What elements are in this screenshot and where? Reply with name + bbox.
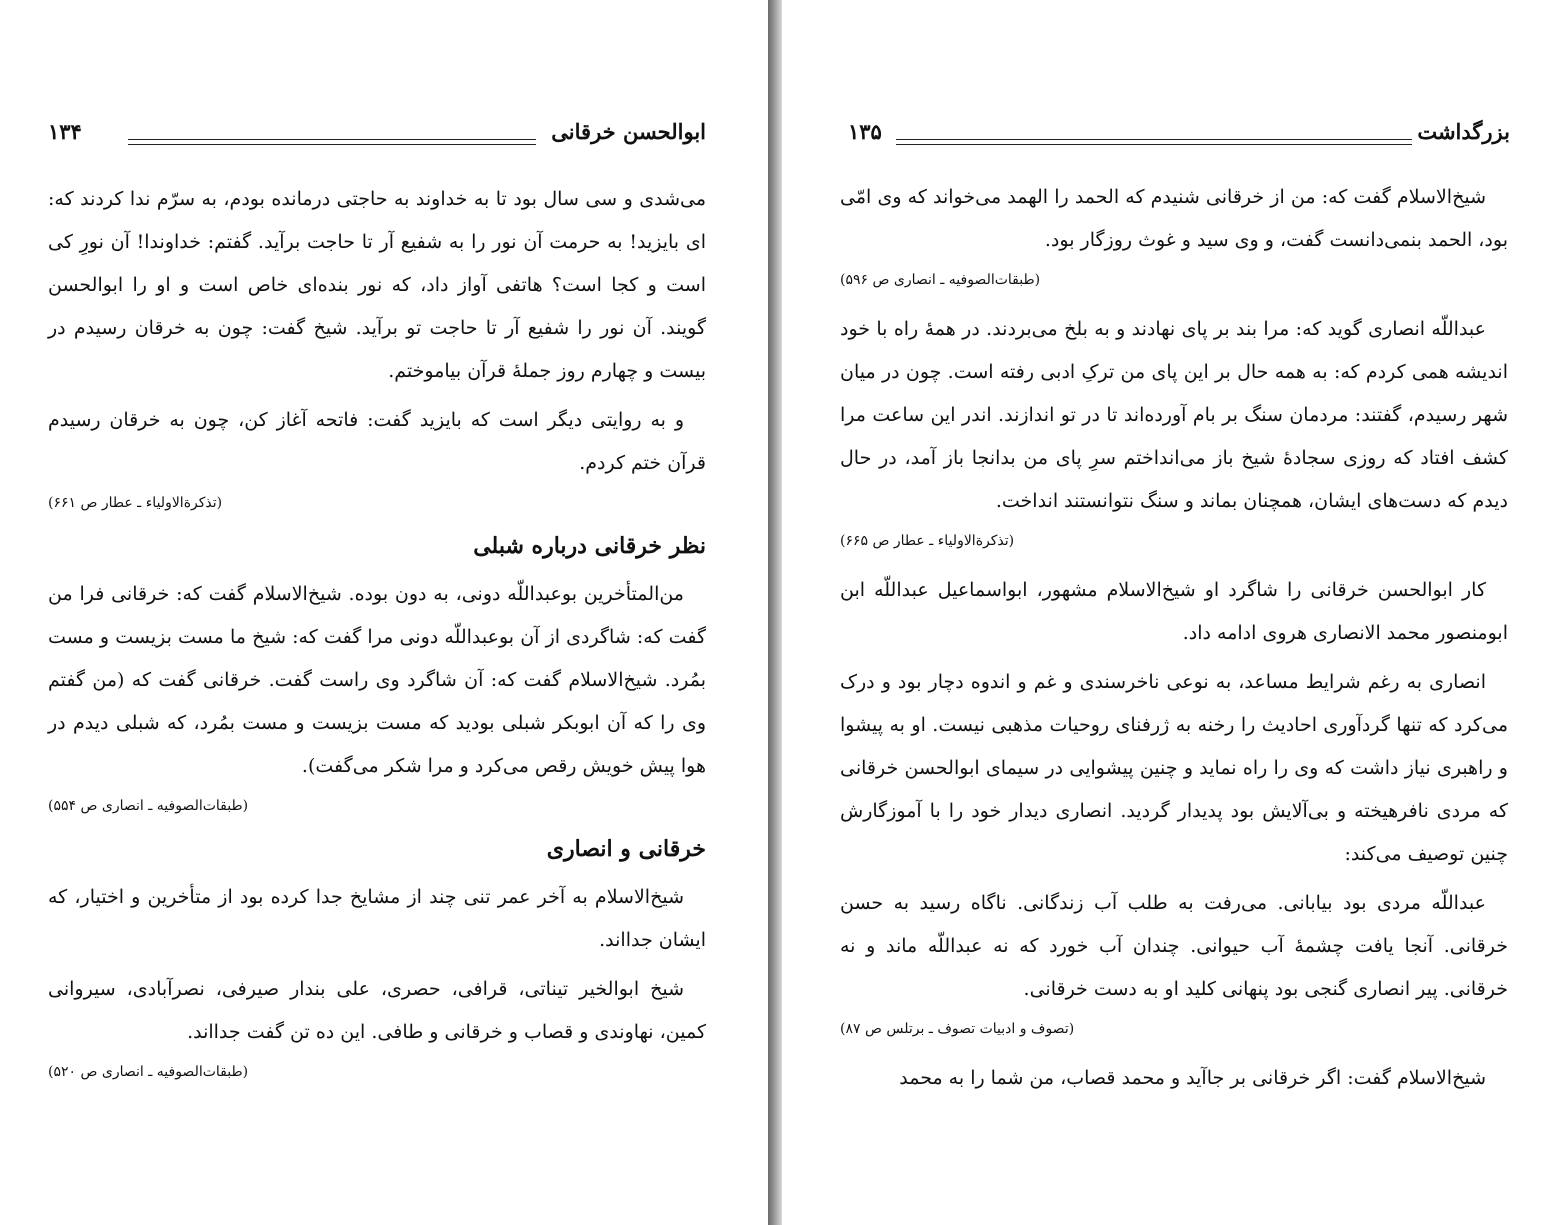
- paragraph: من‌المتأخرین بوعبداللّه دونی، به دون بوده. شیخ‌الاسلام گفت که: خرقانی فرا من گفت که: شاگردی از آن بوعبداللّه دونی مرا گفت که: شیخ ما مست بزیست و مست بمُرد. شیخ‌الاسلام گفت که: آن شاگرد وی راست گفت. خرقانی گفت که (من گفتم وی را که آن ابوبکر شبلی بودید که مست بزیست و مست بمُرد، که شبلی دیدم در هوا پیش خویش رقص می‌کرد و مرا شکر می‌گفت).: [48, 583, 706, 777]
- running-title: بزرگداشت: [1417, 119, 1510, 144]
- citation: [840, 270, 1508, 290]
- paragraph: کار ابوالحسن خرقانی را شاگرد او شیخ‌الاسلام مشهور، ابواسماعیل عبداللّه ابن ابومنصور محمد الانصاری هروی ادامه داد.: [840, 579, 1508, 644]
- paragraph: شیخ‌الاسلام به آخر عمر تنی چند از مشایخ جدا کرده بود از متأخرین و اختیار، که ایشان جدااند.: [48, 886, 706, 951]
- citation-text: (طبقات‌الصوفیه ـ انصاری ص ۵۹۶): [840, 272, 1041, 288]
- page-body: [840, 176, 1508, 1106]
- citation: [840, 531, 1508, 551]
- section-heading: خرقانی و انصاری: [546, 836, 706, 862]
- section-heading: نظر خرقانی درباره شبلی: [473, 533, 706, 559]
- page-header: [848, 115, 1510, 155]
- citation: [48, 796, 706, 816]
- paragraph: شیخ ابوالخیر تیناتی، قرافی، حصری، علی بندار صیرفی، نصرآبادی، سیروانی کمین، نهاوندی و قصاب و خرقانی و طافی. این ده تن گفت جدااند.: [48, 978, 706, 1043]
- page-header: [48, 115, 706, 155]
- paragraph: عبداللّه انصاری گوید که: مرا بند بر پای نهادند و به بلخ می‌بردند. در همهٔ راه با خود اندیشه همی کردم که: به همه حال بر این پای من ترکِ ادبی رفته است. چون در میان شهر رسیدم، گفتند: مردمان سنگ بر بام آورده‌اند تا در تو اندازند. اندر این ساعت مرا کشف افتاد که روزی سجادهٔ شیخ باز می‌انداختم سرِ پای من بدانجا باز آمد، در حال دیدم که دست‌های ایشان، همچنان بماند و سنگ نتوانستند انداخت.: [840, 318, 1508, 512]
- header-rule: [128, 139, 536, 145]
- paragraph: انصاری به رغم شرایط مساعد، به نوعی ناخرسندی و غم و اندوه دچار بود و درک می‌کرد که تنها گردآوری احادیث را رخنه به ژرفنای روحیات مذهبی نیست. او به پیشوا و راهبری نیاز داشت که وی را راه نماید و چنین پیشوایی در سیمای ابوالحسن خرقانی که مردی نافرهیخته و بی‌آلایش بود پدیدار گردید. انصاری دیدار خود را با آموزگارش چنین توصیف می‌کند:: [840, 671, 1508, 865]
- right-page: [782, 0, 1564, 1225]
- left-page: [0, 0, 768, 1225]
- paragraph: عبداللّه مردی بود بیابانی. می‌رفت به طلب آب زندگانی. ناگاه رسید به حسن خرقانی. آنجا یافت چشمهٔ آب حیوانی. چندان آب خورد که نه عبداللّه ماند و نه خرقانی. پیر انصاری گنجی بود پنهانی کلید او به دست خرقانی.: [840, 892, 1508, 1000]
- page-body: [48, 178, 706, 1100]
- citation: [48, 1062, 706, 1082]
- running-title: ابوالحسن خرقانی: [551, 119, 706, 144]
- citation-text: (تذکرةالاولیاء ـ عطار ص ۶۶۱): [48, 495, 223, 511]
- citation-text: (طبقات‌الصوفیه ـ انصاری ص ۵۲۰): [48, 1064, 249, 1080]
- paragraph: و به روایتی دیگر است که بایزید گفت: فاتحه آغاز کن، چون به خرقان رسیدم قرآن ختم کردم.: [48, 409, 706, 474]
- citation-text: (طبقات‌الصوفیه ـ انصاری ص ۵۵۴): [48, 798, 249, 814]
- citation-text: (تذکرةالاولیاء ـ عطار ص ۶۶۵): [840, 533, 1015, 549]
- paragraph: شیخ‌الاسلام گفت که: من از خرقانی شنیدم که الحمد را الهمد می‌خواند که وی امّی بود، الحمد بنمی‌دانست گفت، و وی سید و غوث روزگار بود.: [840, 186, 1508, 251]
- paragraph: شیخ‌الاسلام گفت: اگر خرقانی بر جاآید و محمد قصاب، من شما را به محمد: [899, 1067, 1486, 1089]
- citation: [840, 1019, 1508, 1039]
- page-number: ۱۳۵: [848, 119, 882, 144]
- page-number: ۱۳۴: [48, 119, 82, 144]
- paragraph: می‌شدی و سی سال بود تا به خداوند به حاجتی درمانده بودم، به سرّم ندا کردند که: ای بایزید! به حرمت آن نور را به شفیع آر تا حاجت برآید. گفتم: خداوندا! آن نورِ کی است و کجا است؟ هاتفی آواز داد، که نور بنده‌ای خاص است و او را ابوالحسن گویند. آن نور را شفیع آر تا حاجت تو برآید. شیخ گفت: چون به خرقان رسیدم در بیست و چهارم روز جملهٔ قرآن بیاموختم.: [48, 188, 706, 382]
- citation-text: (تصوف و ادبیات تصوف ـ برتلس ص ۸۷): [840, 1021, 1075, 1037]
- citation: [48, 493, 706, 513]
- book-gutter: [768, 0, 782, 1225]
- header-rule: [896, 139, 1412, 145]
